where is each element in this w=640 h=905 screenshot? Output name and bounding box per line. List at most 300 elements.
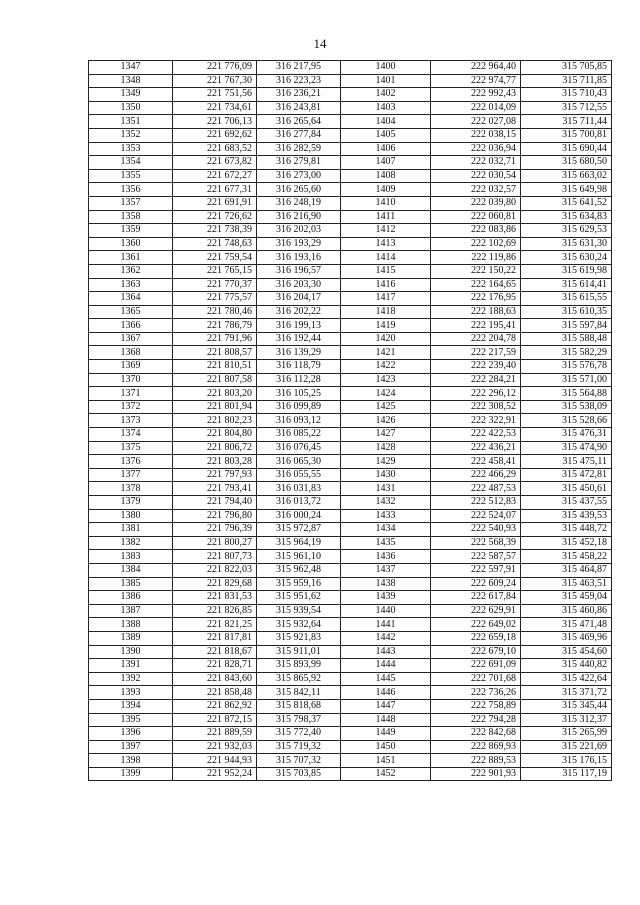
x-coordinate-right: 222 649,02 bbox=[431, 618, 521, 632]
x-coordinate-right: 222 609,24 bbox=[431, 577, 521, 591]
x-coordinate-right: 222 164,65 bbox=[431, 278, 521, 292]
y-coordinate-right: 315 564,88 bbox=[521, 387, 612, 401]
y-coordinate-right: 315 615,55 bbox=[521, 292, 612, 306]
x-coordinate-right: 222 239,40 bbox=[431, 360, 521, 374]
x-coordinate-right: 222 217,59 bbox=[431, 346, 521, 360]
table-row bbox=[89, 360, 612, 374]
x-coordinate-right: 222 102,69 bbox=[431, 237, 521, 251]
point-number-left: 1378 bbox=[89, 482, 173, 496]
point-number-left: 1375 bbox=[89, 441, 173, 455]
x-coordinate-right: 222 568,39 bbox=[431, 536, 521, 550]
point-number-right: 1441 bbox=[341, 618, 431, 632]
table-row bbox=[89, 563, 612, 577]
table-row bbox=[89, 373, 612, 387]
x-coordinate-left: 221 821,25 bbox=[173, 618, 257, 632]
table-row bbox=[89, 142, 612, 156]
x-coordinate-right: 222 691,09 bbox=[431, 659, 521, 673]
x-coordinate-left: 221 797,93 bbox=[173, 468, 257, 482]
point-number-right: 1447 bbox=[341, 699, 431, 713]
y-coordinate-left: 315 865,92 bbox=[257, 672, 341, 686]
x-coordinate-right: 222 842,68 bbox=[431, 727, 521, 741]
table-row bbox=[89, 686, 612, 700]
x-coordinate-right: 222 869,93 bbox=[431, 740, 521, 754]
point-number-left: 1354 bbox=[89, 156, 173, 170]
x-coordinate-right: 222 617,84 bbox=[431, 591, 521, 605]
y-coordinate-right: 315 452,18 bbox=[521, 536, 612, 550]
point-number-left: 1397 bbox=[89, 740, 173, 754]
x-coordinate-right: 222 889,53 bbox=[431, 754, 521, 768]
y-coordinate-right: 315 459,04 bbox=[521, 591, 612, 605]
x-coordinate-left: 221 751,56 bbox=[173, 88, 257, 102]
point-number-left: 1363 bbox=[89, 278, 173, 292]
table-row bbox=[89, 292, 612, 306]
table-row bbox=[89, 767, 612, 781]
table-row bbox=[89, 727, 612, 741]
y-coordinate-right: 315 221,69 bbox=[521, 740, 612, 754]
y-coordinate-left: 316 216,90 bbox=[257, 210, 341, 224]
x-coordinate-left: 221 808,57 bbox=[173, 346, 257, 360]
point-number-right: 1427 bbox=[341, 428, 431, 442]
x-coordinate-left: 221 829,68 bbox=[173, 577, 257, 591]
point-number-left: 1358 bbox=[89, 210, 173, 224]
point-number-right: 1450 bbox=[341, 740, 431, 754]
x-coordinate-left: 221 800,27 bbox=[173, 536, 257, 550]
y-coordinate-left: 316 192,44 bbox=[257, 332, 341, 346]
table-row bbox=[89, 183, 612, 197]
x-coordinate-right: 222 901,93 bbox=[431, 767, 521, 781]
y-coordinate-left: 316 236,21 bbox=[257, 88, 341, 102]
y-coordinate-right: 315 454,60 bbox=[521, 645, 612, 659]
y-coordinate-left: 316 105,25 bbox=[257, 387, 341, 401]
table-row bbox=[89, 264, 612, 278]
point-number-right: 1440 bbox=[341, 604, 431, 618]
x-coordinate-right: 222 466,29 bbox=[431, 468, 521, 482]
point-number-right: 1437 bbox=[341, 563, 431, 577]
point-number-right: 1446 bbox=[341, 686, 431, 700]
table-row bbox=[89, 74, 612, 88]
x-coordinate-right: 222 119,86 bbox=[431, 251, 521, 265]
point-number-left: 1396 bbox=[89, 727, 173, 741]
point-number-left: 1347 bbox=[89, 61, 173, 75]
point-number-left: 1350 bbox=[89, 101, 173, 115]
point-number-right: 1433 bbox=[341, 509, 431, 523]
point-number-right: 1412 bbox=[341, 224, 431, 238]
y-coordinate-left: 315 961,10 bbox=[257, 550, 341, 564]
point-number-left: 1348 bbox=[89, 74, 173, 88]
y-coordinate-left: 315 703,85 bbox=[257, 767, 341, 781]
point-number-right: 1426 bbox=[341, 414, 431, 428]
x-coordinate-left: 221 775,57 bbox=[173, 292, 257, 306]
y-coordinate-right: 315 663,02 bbox=[521, 169, 612, 183]
x-coordinate-left: 221 804,80 bbox=[173, 428, 257, 442]
point-number-right: 1442 bbox=[341, 631, 431, 645]
y-coordinate-right: 315 619,98 bbox=[521, 264, 612, 278]
x-coordinate-right: 222 487,53 bbox=[431, 482, 521, 496]
point-number-right: 1410 bbox=[341, 196, 431, 210]
x-coordinate-right: 222 794,28 bbox=[431, 713, 521, 727]
y-coordinate-left: 316 265,64 bbox=[257, 115, 341, 129]
y-coordinate-left: 316 199,13 bbox=[257, 319, 341, 333]
point-number-left: 1398 bbox=[89, 754, 173, 768]
x-coordinate-right: 222 992,43 bbox=[431, 88, 521, 102]
x-coordinate-right: 222 036,94 bbox=[431, 142, 521, 156]
x-coordinate-right: 222 014,09 bbox=[431, 101, 521, 115]
x-coordinate-left: 221 677,31 bbox=[173, 183, 257, 197]
x-coordinate-right: 222 659,18 bbox=[431, 631, 521, 645]
point-number-left: 1391 bbox=[89, 659, 173, 673]
y-coordinate-left: 316 196,57 bbox=[257, 264, 341, 278]
x-coordinate-left: 221 872,15 bbox=[173, 713, 257, 727]
table-row bbox=[89, 754, 612, 768]
y-coordinate-left: 315 959,16 bbox=[257, 577, 341, 591]
page-number: 14 bbox=[313, 36, 327, 51]
y-coordinate-right: 315 710,43 bbox=[521, 88, 612, 102]
y-coordinate-left: 315 818,68 bbox=[257, 699, 341, 713]
x-coordinate-right: 222 422,53 bbox=[431, 428, 521, 442]
point-number-left: 1357 bbox=[89, 196, 173, 210]
point-number-left: 1386 bbox=[89, 591, 173, 605]
point-number-left: 1372 bbox=[89, 400, 173, 414]
x-coordinate-left: 221 889,59 bbox=[173, 727, 257, 741]
table-row bbox=[89, 618, 612, 632]
y-coordinate-right: 315 582,29 bbox=[521, 346, 612, 360]
x-coordinate-left: 221 817,81 bbox=[173, 631, 257, 645]
point-number-right: 1404 bbox=[341, 115, 431, 129]
x-coordinate-left: 221 672,27 bbox=[173, 169, 257, 183]
y-coordinate-right: 315 700,81 bbox=[521, 128, 612, 142]
table-row bbox=[89, 305, 612, 319]
point-number-left: 1367 bbox=[89, 332, 173, 346]
table-row bbox=[89, 387, 612, 401]
point-number-left: 1362 bbox=[89, 264, 173, 278]
point-number-right: 1431 bbox=[341, 482, 431, 496]
point-number-left: 1390 bbox=[89, 645, 173, 659]
point-number-right: 1421 bbox=[341, 346, 431, 360]
table-row bbox=[89, 455, 612, 469]
point-number-right: 1418 bbox=[341, 305, 431, 319]
table-row bbox=[89, 591, 612, 605]
y-coordinate-left: 316 202,22 bbox=[257, 305, 341, 319]
point-number-right: 1415 bbox=[341, 264, 431, 278]
y-coordinate-right: 315 634,83 bbox=[521, 210, 612, 224]
x-coordinate-left: 221 932,03 bbox=[173, 740, 257, 754]
point-number-left: 1364 bbox=[89, 292, 173, 306]
point-number-left: 1366 bbox=[89, 319, 173, 333]
y-coordinate-left: 316 112,28 bbox=[257, 373, 341, 387]
table-row bbox=[89, 61, 612, 75]
x-coordinate-left: 221 952,24 bbox=[173, 767, 257, 781]
x-coordinate-left: 221 791,96 bbox=[173, 332, 257, 346]
y-coordinate-right: 315 597,84 bbox=[521, 319, 612, 333]
point-number-left: 1377 bbox=[89, 468, 173, 482]
x-coordinate-left: 221 794,40 bbox=[173, 496, 257, 510]
point-number-left: 1392 bbox=[89, 672, 173, 686]
table-row bbox=[89, 631, 612, 645]
y-coordinate-right: 315 588,48 bbox=[521, 332, 612, 346]
x-coordinate-right: 222 322,91 bbox=[431, 414, 521, 428]
y-coordinate-right: 315 345,44 bbox=[521, 699, 612, 713]
y-coordinate-left: 316 282,59 bbox=[257, 142, 341, 156]
x-coordinate-right: 222 512,83 bbox=[431, 496, 521, 510]
y-coordinate-left: 316 031,83 bbox=[257, 482, 341, 496]
y-coordinate-left: 315 964,19 bbox=[257, 536, 341, 550]
y-coordinate-right: 315 641,52 bbox=[521, 196, 612, 210]
point-number-left: 1395 bbox=[89, 713, 173, 727]
y-coordinate-left: 316 273,00 bbox=[257, 169, 341, 183]
y-coordinate-right: 315 472,81 bbox=[521, 468, 612, 482]
point-number-right: 1432 bbox=[341, 496, 431, 510]
point-number-left: 1379 bbox=[89, 496, 173, 510]
y-coordinate-left: 315 921,83 bbox=[257, 631, 341, 645]
y-coordinate-left: 315 932,64 bbox=[257, 618, 341, 632]
point-number-left: 1353 bbox=[89, 142, 173, 156]
y-coordinate-right: 315 690,44 bbox=[521, 142, 612, 156]
point-number-right: 1416 bbox=[341, 278, 431, 292]
point-number-right: 1423 bbox=[341, 373, 431, 387]
y-coordinate-right: 315 705,85 bbox=[521, 61, 612, 75]
x-coordinate-right: 222 038,15 bbox=[431, 128, 521, 142]
point-number-right: 1449 bbox=[341, 727, 431, 741]
table-row bbox=[89, 101, 612, 115]
x-coordinate-right: 222 587,57 bbox=[431, 550, 521, 564]
table-row bbox=[89, 115, 612, 129]
x-coordinate-right: 222 736,26 bbox=[431, 686, 521, 700]
table-row bbox=[89, 740, 612, 754]
table-row bbox=[89, 604, 612, 618]
x-coordinate-left: 221 803,20 bbox=[173, 387, 257, 401]
y-coordinate-left: 316 093,12 bbox=[257, 414, 341, 428]
y-coordinate-left: 316 243,81 bbox=[257, 101, 341, 115]
y-coordinate-left: 316 265,60 bbox=[257, 183, 341, 197]
y-coordinate-left: 316 248,19 bbox=[257, 196, 341, 210]
y-coordinate-left: 316 099,89 bbox=[257, 400, 341, 414]
x-coordinate-left: 221 748,63 bbox=[173, 237, 257, 251]
point-number-right: 1417 bbox=[341, 292, 431, 306]
x-coordinate-left: 221 786,79 bbox=[173, 319, 257, 333]
table-row bbox=[89, 699, 612, 713]
table-row bbox=[89, 536, 612, 550]
y-coordinate-right: 315 471,48 bbox=[521, 618, 612, 632]
table-row bbox=[89, 88, 612, 102]
point-number-left: 1380 bbox=[89, 509, 173, 523]
x-coordinate-left: 221 726,62 bbox=[173, 210, 257, 224]
point-number-right: 1439 bbox=[341, 591, 431, 605]
point-number-right: 1405 bbox=[341, 128, 431, 142]
x-coordinate-left: 221 776,09 bbox=[173, 61, 257, 75]
table-row bbox=[89, 550, 612, 564]
x-coordinate-left: 221 673,82 bbox=[173, 156, 257, 170]
y-coordinate-left: 315 951,62 bbox=[257, 591, 341, 605]
x-coordinate-left: 221 767,30 bbox=[173, 74, 257, 88]
x-coordinate-right: 222 204,78 bbox=[431, 332, 521, 346]
table-row bbox=[89, 210, 612, 224]
y-coordinate-left: 316 000,24 bbox=[257, 509, 341, 523]
x-coordinate-right: 222 758,89 bbox=[431, 699, 521, 713]
y-coordinate-right: 315 576,78 bbox=[521, 360, 612, 374]
x-coordinate-left: 221 759,54 bbox=[173, 251, 257, 265]
y-coordinate-left: 316 193,16 bbox=[257, 251, 341, 265]
x-coordinate-right: 222 597,91 bbox=[431, 563, 521, 577]
point-number-left: 1369 bbox=[89, 360, 173, 374]
y-coordinate-left: 316 202,03 bbox=[257, 224, 341, 238]
x-coordinate-right: 222 974,77 bbox=[431, 74, 521, 88]
x-coordinate-right: 222 176,95 bbox=[431, 292, 521, 306]
y-coordinate-right: 315 528,66 bbox=[521, 414, 612, 428]
point-number-left: 1376 bbox=[89, 455, 173, 469]
x-coordinate-left: 221 770,37 bbox=[173, 278, 257, 292]
y-coordinate-right: 315 475,11 bbox=[521, 455, 612, 469]
y-coordinate-right: 315 440,82 bbox=[521, 659, 612, 673]
x-coordinate-left: 221 692,62 bbox=[173, 128, 257, 142]
point-number-right: 1411 bbox=[341, 210, 431, 224]
y-coordinate-left: 316 139,29 bbox=[257, 346, 341, 360]
point-number-right: 1448 bbox=[341, 713, 431, 727]
table-row bbox=[89, 441, 612, 455]
point-number-right: 1419 bbox=[341, 319, 431, 333]
y-coordinate-right: 315 649,98 bbox=[521, 183, 612, 197]
point-number-left: 1359 bbox=[89, 224, 173, 238]
x-coordinate-left: 221 807,58 bbox=[173, 373, 257, 387]
table-row bbox=[89, 645, 612, 659]
y-coordinate-right: 315 571,00 bbox=[521, 373, 612, 387]
x-coordinate-left: 221 831,53 bbox=[173, 591, 257, 605]
point-number-right: 1409 bbox=[341, 183, 431, 197]
table-row bbox=[89, 332, 612, 346]
x-coordinate-right: 222 030,54 bbox=[431, 169, 521, 183]
point-number-right: 1436 bbox=[341, 550, 431, 564]
point-number-left: 1361 bbox=[89, 251, 173, 265]
y-coordinate-left: 315 939,54 bbox=[257, 604, 341, 618]
point-number-right: 1408 bbox=[341, 169, 431, 183]
y-coordinate-left: 316 277,84 bbox=[257, 128, 341, 142]
y-coordinate-right: 315 448,72 bbox=[521, 523, 612, 537]
table-row bbox=[89, 400, 612, 414]
point-number-right: 1451 bbox=[341, 754, 431, 768]
x-coordinate-left: 221 706,13 bbox=[173, 115, 257, 129]
table-row bbox=[89, 672, 612, 686]
x-coordinate-left: 221 796,39 bbox=[173, 523, 257, 537]
table-row bbox=[89, 196, 612, 210]
point-number-right: 1402 bbox=[341, 88, 431, 102]
x-coordinate-left: 221 780,46 bbox=[173, 305, 257, 319]
point-number-right: 1438 bbox=[341, 577, 431, 591]
y-coordinate-left: 315 972,87 bbox=[257, 523, 341, 537]
x-coordinate-left: 221 803,28 bbox=[173, 455, 257, 469]
table-row bbox=[89, 224, 612, 238]
x-coordinate-left: 221 944,93 bbox=[173, 754, 257, 768]
x-coordinate-left: 221 807,73 bbox=[173, 550, 257, 564]
table-row bbox=[89, 156, 612, 170]
table-row bbox=[89, 468, 612, 482]
table-row bbox=[89, 278, 612, 292]
point-number-right: 1429 bbox=[341, 455, 431, 469]
x-coordinate-right: 222 039,80 bbox=[431, 196, 521, 210]
point-number-right: 1444 bbox=[341, 659, 431, 673]
x-coordinate-right: 222 150,22 bbox=[431, 264, 521, 278]
y-coordinate-left: 315 842,11 bbox=[257, 686, 341, 700]
point-number-left: 1356 bbox=[89, 183, 173, 197]
point-number-left: 1385 bbox=[89, 577, 173, 591]
y-coordinate-left: 315 962,48 bbox=[257, 563, 341, 577]
y-coordinate-left: 315 893,99 bbox=[257, 659, 341, 673]
x-coordinate-left: 221 802,23 bbox=[173, 414, 257, 428]
point-number-left: 1349 bbox=[89, 88, 173, 102]
y-coordinate-right: 315 460,86 bbox=[521, 604, 612, 618]
point-number-left: 1387 bbox=[89, 604, 173, 618]
y-coordinate-right: 315 629,53 bbox=[521, 224, 612, 238]
point-number-right: 1425 bbox=[341, 400, 431, 414]
point-number-left: 1365 bbox=[89, 305, 173, 319]
x-coordinate-left: 221 691,91 bbox=[173, 196, 257, 210]
x-coordinate-left: 221 765,15 bbox=[173, 264, 257, 278]
y-coordinate-right: 315 712,55 bbox=[521, 101, 612, 115]
x-coordinate-right: 222 629,91 bbox=[431, 604, 521, 618]
point-number-left: 1370 bbox=[89, 373, 173, 387]
point-number-right: 1422 bbox=[341, 360, 431, 374]
y-coordinate-right: 315 437,55 bbox=[521, 496, 612, 510]
x-coordinate-right: 222 308,52 bbox=[431, 400, 521, 414]
point-number-right: 1445 bbox=[341, 672, 431, 686]
point-number-left: 1352 bbox=[89, 128, 173, 142]
point-number-left: 1351 bbox=[89, 115, 173, 129]
x-coordinate-left: 221 862,92 bbox=[173, 699, 257, 713]
point-number-right: 1406 bbox=[341, 142, 431, 156]
y-coordinate-left: 315 798,37 bbox=[257, 713, 341, 727]
point-number-left: 1382 bbox=[89, 536, 173, 550]
x-coordinate-right: 222 195,41 bbox=[431, 319, 521, 333]
x-coordinate-right: 222 524,07 bbox=[431, 509, 521, 523]
y-coordinate-left: 316 118,79 bbox=[257, 360, 341, 374]
x-coordinate-left: 221 818,67 bbox=[173, 645, 257, 659]
point-number-left: 1383 bbox=[89, 550, 173, 564]
y-coordinate-right: 315 117,19 bbox=[521, 767, 612, 781]
point-number-left: 1399 bbox=[89, 767, 173, 781]
y-coordinate-left: 316 223,23 bbox=[257, 74, 341, 88]
point-number-left: 1368 bbox=[89, 346, 173, 360]
x-coordinate-right: 222 458,41 bbox=[431, 455, 521, 469]
x-coordinate-right: 222 540,93 bbox=[431, 523, 521, 537]
table-row bbox=[89, 128, 612, 142]
table-row bbox=[89, 496, 612, 510]
y-coordinate-right: 315 422,64 bbox=[521, 672, 612, 686]
x-coordinate-right: 222 032,71 bbox=[431, 156, 521, 170]
y-coordinate-left: 315 911,01 bbox=[257, 645, 341, 659]
y-coordinate-right: 315 469,96 bbox=[521, 631, 612, 645]
table-row bbox=[89, 509, 612, 523]
y-coordinate-left: 316 065,30 bbox=[257, 455, 341, 469]
table-row bbox=[89, 346, 612, 360]
x-coordinate-left: 221 683,52 bbox=[173, 142, 257, 156]
point-number-left: 1388 bbox=[89, 618, 173, 632]
point-number-left: 1384 bbox=[89, 563, 173, 577]
y-coordinate-right: 315 476,31 bbox=[521, 428, 612, 442]
x-coordinate-right: 222 060,81 bbox=[431, 210, 521, 224]
coordinates-table bbox=[88, 60, 612, 781]
x-coordinate-right: 222 436,21 bbox=[431, 441, 521, 455]
y-coordinate-right: 315 474,90 bbox=[521, 441, 612, 455]
y-coordinate-left: 315 707,32 bbox=[257, 754, 341, 768]
point-number-left: 1381 bbox=[89, 523, 173, 537]
y-coordinate-right: 315 371,72 bbox=[521, 686, 612, 700]
y-coordinate-right: 315 458,22 bbox=[521, 550, 612, 564]
point-number-left: 1355 bbox=[89, 169, 173, 183]
table-row bbox=[89, 251, 612, 265]
point-number-right: 1420 bbox=[341, 332, 431, 346]
x-coordinate-left: 221 822,03 bbox=[173, 563, 257, 577]
x-coordinate-left: 221 858,48 bbox=[173, 686, 257, 700]
x-coordinate-right: 222 964,40 bbox=[431, 61, 521, 75]
point-number-right: 1430 bbox=[341, 468, 431, 482]
